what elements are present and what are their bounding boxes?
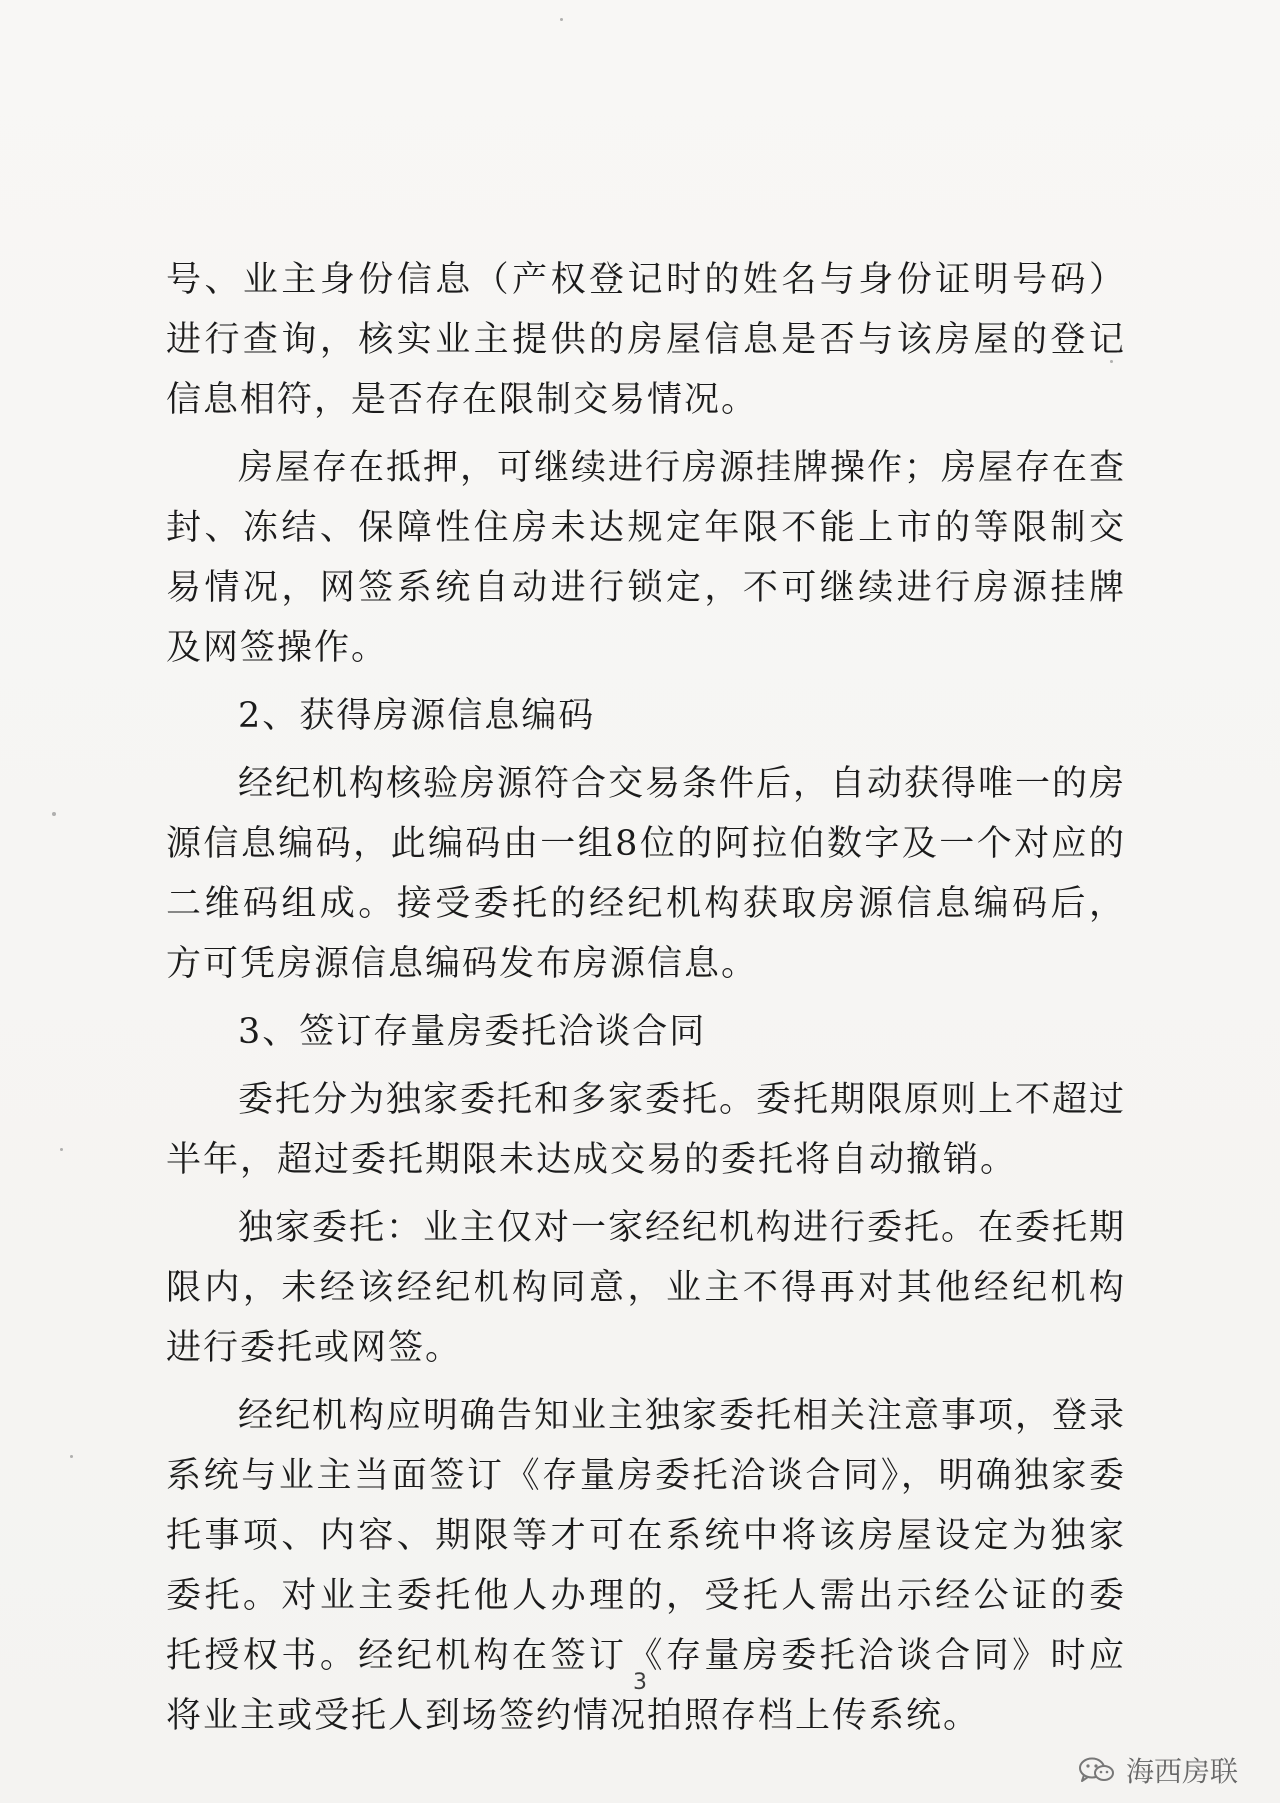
section-heading-3: 3、签订存量房委托洽谈合同 bbox=[238, 1012, 707, 1052]
scan-speck bbox=[52, 812, 56, 816]
scan-speck bbox=[70, 1455, 73, 1458]
paragraph-2: 房屋存在抵押，可继续进行房源挂牌操作；房屋存在查封、冻结、保障性住房未达规定年限不能上市的等限制交易情况，网签系统自动进行锁定，不可继续进行房源挂牌及网签操作。 bbox=[166, 448, 1127, 668]
scan-speck bbox=[60, 1148, 63, 1151]
section-heading-2: 2、获得房源信息编码 bbox=[238, 696, 596, 736]
paragraph-6: 经纪机构应明确告知业主独家委托相关注意事项，登录系统与业主当面签订《存量房委托洽谈合同》，明确独家委托事项、内容、期限等才可在系统中将该房屋设定为独家委托。对业主委托他人办理的，受托人需出示经公证的委托授权书。经纪机构在签订《存量房委托洽谈合同》时应将业主或受托人到场签约情况拍照存档上传系统。 bbox=[166, 1396, 1127, 1736]
paragraph-5: 独家委托：业主仅对一家经纪机构进行委托。在委托期限内，未经该经纪机构同意，业主不得再对其他经纪机构进行委托或网签。 bbox=[166, 1208, 1127, 1368]
scan-speck bbox=[1110, 360, 1113, 363]
wechat-icon bbox=[1078, 1756, 1116, 1784]
paragraph-3: 经纪机构核验房源符合交易条件后，自动获得唯一的房源信息编码，此编码由一组8位的阿拉伯数字及一个对应的二维码组成。接受委托的经纪机构获取房源信息编码后，方可凭房源信息编码发布房源信息。 bbox=[166, 764, 1127, 984]
scan-speck bbox=[560, 18, 563, 21]
watermark-text: 海西房联 bbox=[1125, 1755, 1238, 1788]
watermark bbox=[1078, 1750, 1238, 1790]
paragraph-4: 委托分为独家委托和多家委托。委托期限原则上不超过半年，超过委托期限未达成交易的委托将自动撤销。 bbox=[166, 1080, 1127, 1180]
paragraph-1: 号、业主身份信息（产权登记时的姓名与身份证明号码）进行查询，核实业主提供的房屋信息是否与该房屋的登记信息相符，是否存在限制交易情况。 bbox=[166, 260, 1126, 420]
document-body bbox=[166, 250, 1126, 1754]
page-number: 3 bbox=[633, 1670, 647, 1695]
